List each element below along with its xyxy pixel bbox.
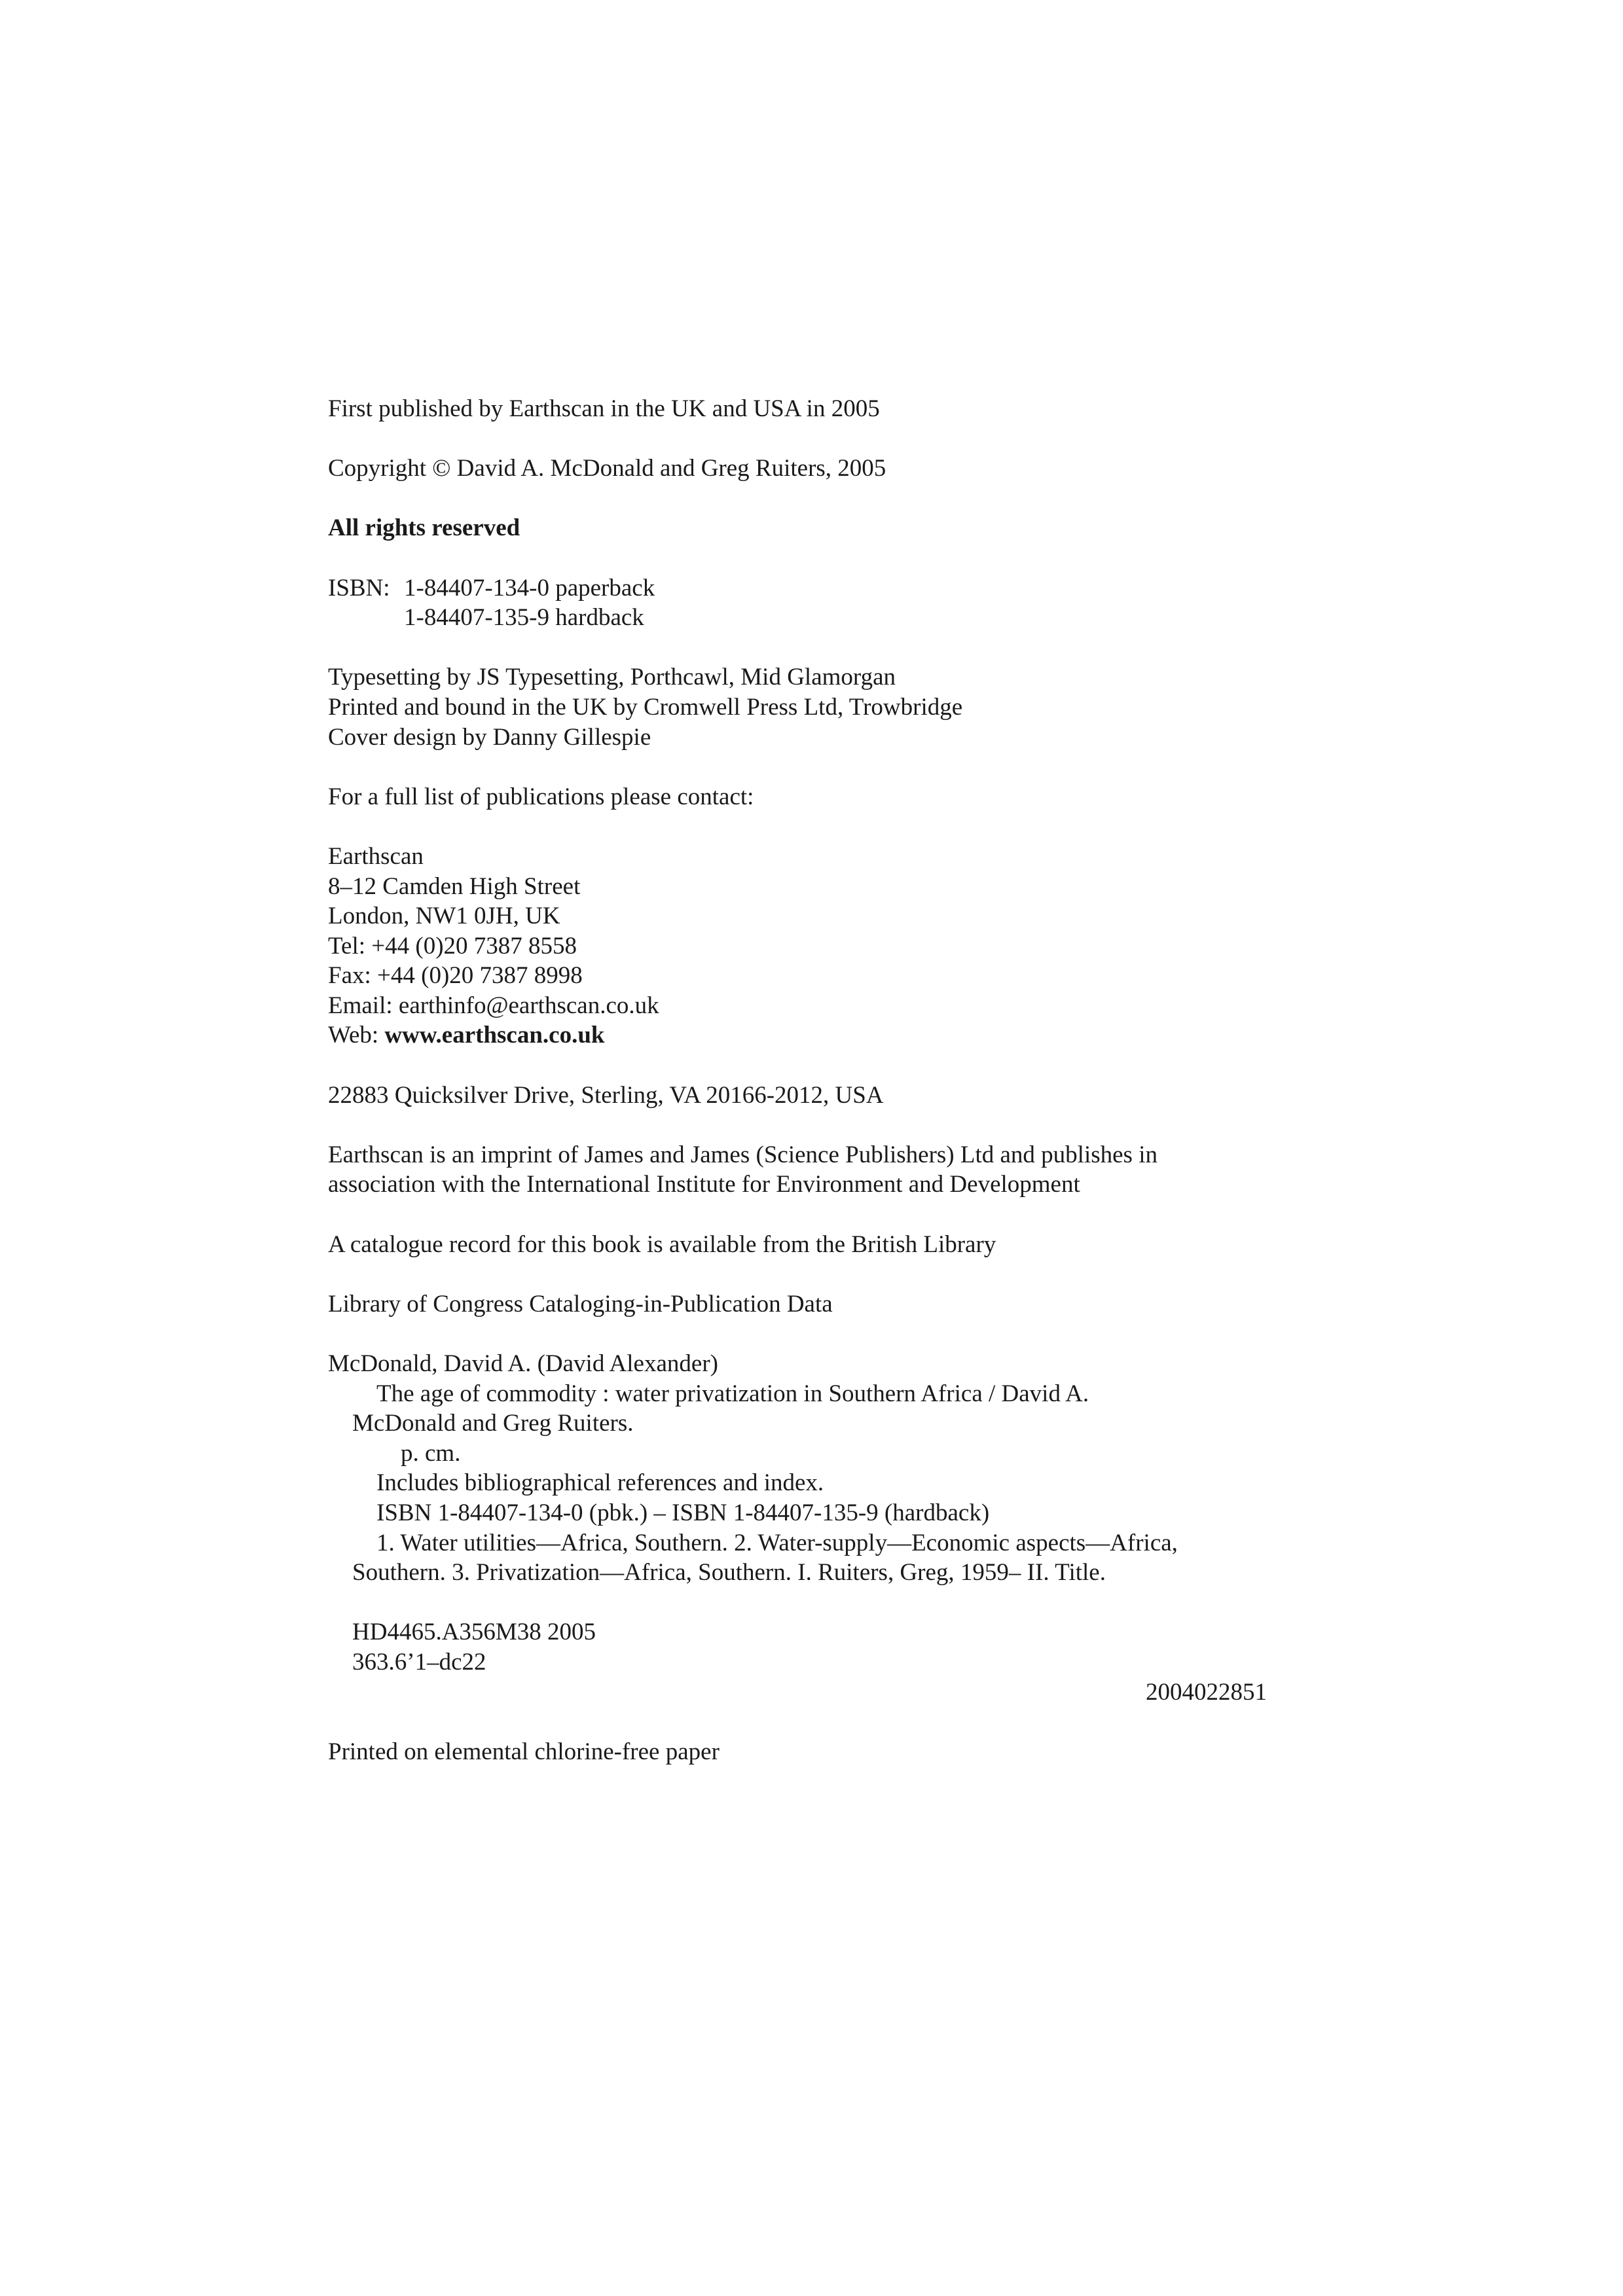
contact-intro: For a full list of publications please contact: <box>328 783 754 810</box>
spacer <box>328 812 1284 842</box>
typesetting-line: Typesetting by JS Typesetting, Porthcawl, Mid Glamorgan <box>328 664 896 691</box>
cip-lc-class: HD4465.A356M38 2005 <box>352 1619 596 1646</box>
rights-reserved-line: All rights reserved <box>328 514 520 542</box>
spacer <box>328 752 1284 782</box>
telephone: Tel: +44 (0)20 7387 8558 <box>328 932 577 960</box>
us-address: 22883 Quicksilver Drive, Sterling, VA 20166-2012, USA <box>328 1081 884 1109</box>
spacer <box>328 1200 1284 1230</box>
address-line-1: 8–12 Camden High Street <box>328 872 581 900</box>
web-line <box>328 1020 1284 1050</box>
spacer <box>328 543 1284 573</box>
cip-title-line-1: The age of commodity : water privatization in Southern Africa / David A. <box>376 1380 1089 1407</box>
cover-design-line: Cover design by Danny Gillespie <box>328 723 651 751</box>
spacer <box>328 484 1284 514</box>
spacer <box>328 1319 1284 1349</box>
spacer <box>328 1259 1284 1289</box>
email: Email: earthinfo@earthscan.co.uk <box>328 992 659 1019</box>
spacer <box>328 1050 1284 1081</box>
cip-title-line-2: McDonald and Greg Ruiters. <box>352 1410 634 1437</box>
imprint-line-2: association with the International Institute for Environment and Development <box>328 1171 1080 1198</box>
isbn-paperback: 1-84407-134-0 paperback <box>404 574 655 601</box>
british-library-note: A catalogue record for this book is available from the British Library <box>328 1230 996 1258</box>
loc-heading: Library of Congress Cataloging-in-Publication Data <box>328 1290 833 1318</box>
address-line-2: London, NW1 0JH, UK <box>328 903 560 930</box>
spacer <box>328 424 1284 454</box>
cip-dewey: 363.6’1–dc22 <box>352 1648 486 1676</box>
spacer <box>328 1707 1284 1737</box>
paper-note: Printed on elemental chlorine-free paper <box>328 1738 720 1765</box>
spacer <box>328 1588 1284 1618</box>
cip-pages: p. cm. <box>401 1439 461 1467</box>
copyright-line: Copyright © David A. McDonald and Greg Ruiters, 2005 <box>328 455 886 482</box>
imprint-line-1: Earthscan is an imprint of James and James (Science Publishers) Ltd and publishes in <box>328 1141 1158 1168</box>
cip-notes: Includes bibliographical references and index. <box>376 1469 824 1497</box>
copyright-page <box>328 394 1284 1767</box>
cip-author: McDonald, David A. (David Alexander) <box>328 1350 718 1377</box>
first-published-line: First published by Earthscan in the UK and USA in 2005 <box>328 395 880 422</box>
cip-isbns: ISBN 1-84407-134-0 (pbk.) – ISBN 1-84407-135-9 (hardback) <box>376 1499 990 1526</box>
isbn-hardback: 1-84407-135-9 hardback <box>404 604 644 632</box>
cip-subjects-line-1: 1. Water utilities—Africa, Southern. 2. Water-supply—Economic aspects—Africa, <box>376 1529 1178 1556</box>
spacer <box>328 1110 1284 1140</box>
publisher-name: Earthscan <box>328 842 424 870</box>
cip-subjects-line-2: Southern. 3. Privatization—Africa, Southern. I. Ruiters, Greg, 1959– II. Title. <box>352 1559 1106 1587</box>
isbn-label: ISBN: <box>328 574 390 601</box>
web-label: Web: <box>328 1022 385 1049</box>
isbn-paperback-line <box>328 573 1284 603</box>
fax: Fax: +44 (0)20 7387 8998 <box>328 962 583 990</box>
web-url: www.earthscan.co.uk <box>384 1022 605 1049</box>
cip-lccn: 2004022851 <box>1146 1678 1267 1706</box>
printing-line: Printed and bound in the UK by Cromwell Press Ltd, Trowbridge <box>328 693 963 721</box>
spacer <box>328 633 1284 663</box>
